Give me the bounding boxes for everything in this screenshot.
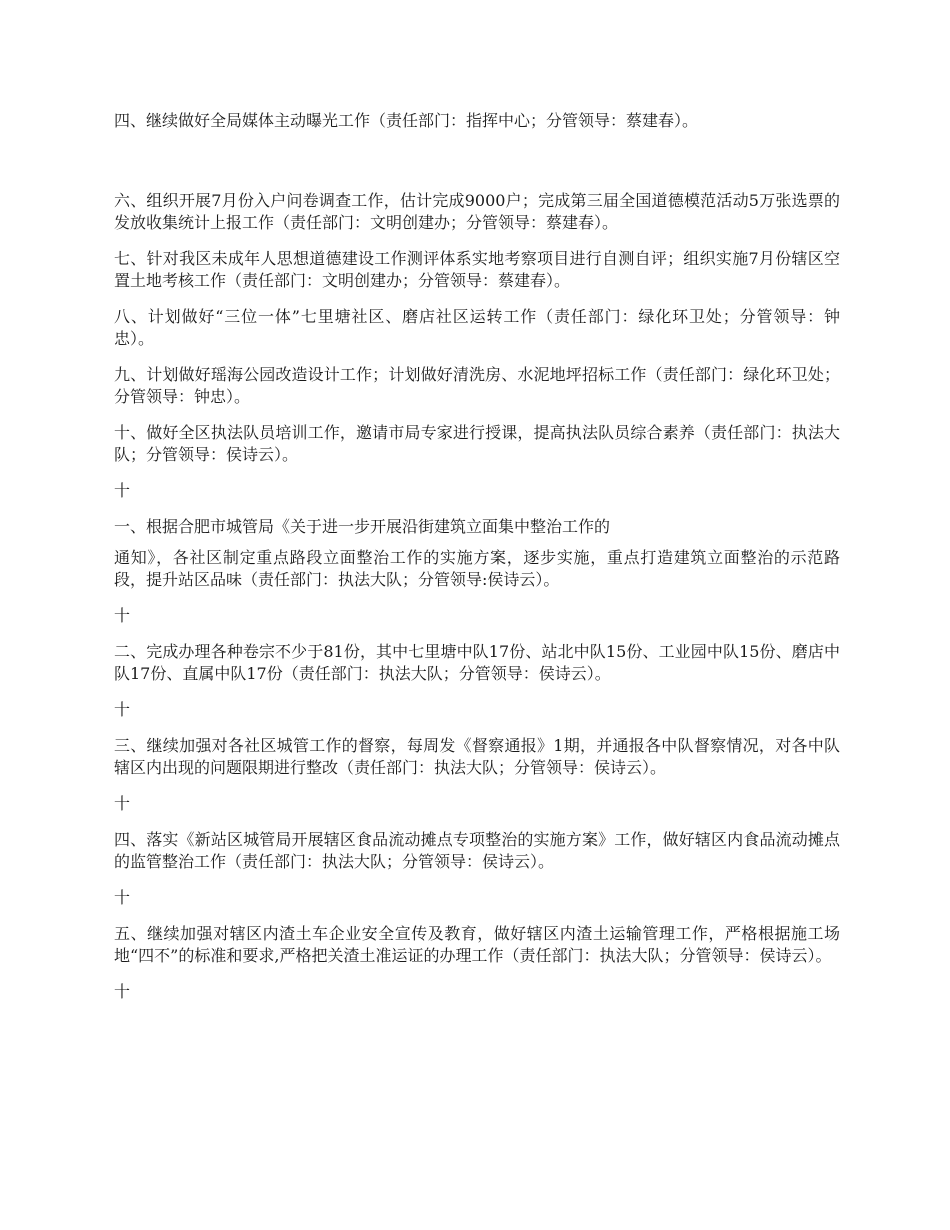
section-marker: 十 — [114, 888, 131, 907]
paragraph-9: 九、计划做好瑶海公园改造设计工作；计划做好清洗房、水泥地坪招标工作（责任部门：绿化环卫处；分管领导：钟忠）。 — [114, 365, 840, 406]
paragraph-8: 八、计划做好“三位一体”七里塘社区、磨店社区运转工作（责任部门：绿化环卫处；分管领导：钟忠）。 — [114, 307, 840, 348]
section-marker: 十 — [114, 481, 131, 500]
paragraph-7: 七、针对我区未成年人思想道德建设工作测评体系实地考察项目进行自测自评；组织实施7月份辖区空置土地考核工作（责任部门：文明创建办；分管领导：蔡建春）。 — [114, 249, 840, 290]
section-marker: 十 — [114, 982, 131, 1001]
paragraph-10: 十、做好全区执法队员培训工作，邀请市局专家进行授课，提高执法队员综合素养（责任部门：执法大队；分管领导：侯诗云）。 — [114, 423, 840, 464]
paragraph-12: 二、完成办理各种卷宗不少于81份，其中七里塘中队17份、站北中队15份、工业园中队15份、磨店中队17份、直属中队17份（责任部门：执法大队；分管领导：侯诗云）。 — [114, 642, 840, 683]
paragraph-14: 四、落实《新站区城管局开展辖区食品流动摊点专项整治的实施方案》工作，做好辖区内食品流动摊点的监管整治工作（责任部门：执法大队；分管领导：侯诗云）。 — [114, 830, 840, 871]
paragraph-4: 四、继续做好全局媒体主动曝光工作（责任部门：指挥中心；分管领导：蔡建春）。 — [114, 111, 699, 130]
section-marker: 十 — [114, 794, 131, 813]
paragraph-6: 六、组织开展7月份入户问卷调查工作，估计完成9000户；完成第三届全国道德模范活动5万张选票的发放收集统计上报工作（责任部门：文明创建办；分管领导：蔡建春）。 — [114, 191, 840, 232]
paragraph-15: 五、继续加强对辖区内渣土车企业安全宣传及教育，做好辖区内渣土运输管理工作，严格根据施工场地“四不”的标准和要求,严格把关渣土准运证的办理工作（责任部门：执法大队；分管领导：侯诗云）。 — [114, 924, 840, 965]
paragraph-11-start: 一、根据合肥市城管局《关于进一步开展沿街建筑立面集中整治工作的 — [114, 517, 611, 536]
section-marker: 十 — [114, 606, 131, 625]
section-marker: 十 — [114, 700, 131, 719]
paragraph-11-cont: 通知》，各社区制定重点路段立面整治工作的实施方案，逐步实施，重点打造建筑立面整治的示范路段，提升站区品味（责任部门：执法大队；分管领导:侯诗云）。 — [114, 548, 840, 589]
document-body — [114, 110, 840, 1017]
paragraph-13: 三、继续加强对各社区城管工作的督察，每周发《督察通报》1期，并通报各中队督察情况，对各中队辖区内出现的问题限期进行整改（责任部门：执法大队；分管领导：侯诗云）。 — [114, 736, 840, 777]
